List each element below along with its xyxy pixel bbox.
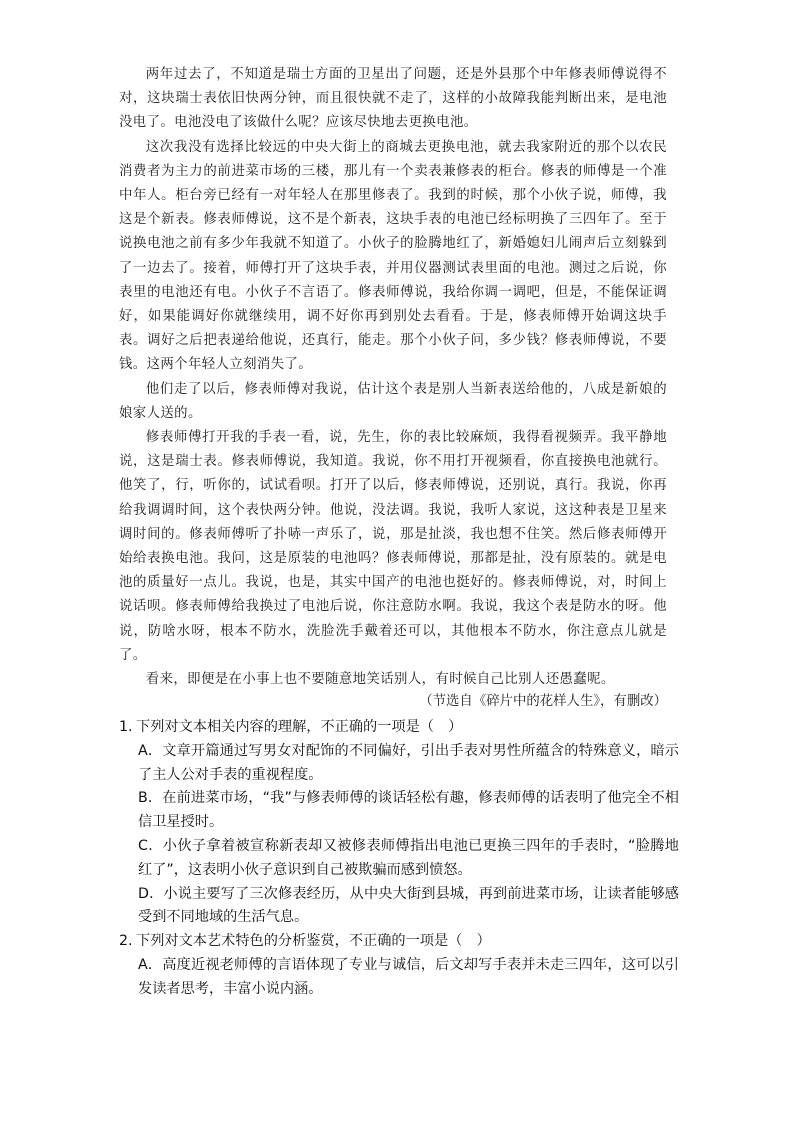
question-number: 2. (119, 933, 133, 950)
passage-paragraph-5: 看来，即便是在小事上也不要随意地笑话别人，有时候自己比别人还愚蠢呢。 (145, 672, 615, 688)
passage-source: （节选自《碎片中的花样人生》，有删改） (419, 694, 667, 709)
question-1-stem (119, 716, 679, 740)
option-c: C．小伙子拿着被宣称新表却又被修表师傅指出电池已更换三四年的手表时，“脸腾地红了”，这表明小伙子意识到自己被欺骗而感到愤怒。 (138, 837, 679, 878)
passage-paragraph-3: 他们走了以后，修表师傅对我说，估计这个表是别人当新表送给他的，八成是新娘的娘家人送的。 (119, 381, 667, 421)
question-number: 1. (119, 719, 133, 735)
question-2-stem (119, 930, 679, 954)
question-text: 下列对文本艺术特色的分析鉴赏，不正确的一项是（ ） (136, 933, 491, 950)
question-2 (119, 930, 679, 1001)
option-b: B．在前进菜市场，“我”与修表师傅的谈话轻松有趣，修表师傅的话表明了他完全不相信卫星授时。 (138, 790, 679, 831)
passage-paragraph-2: 这次我没有选择比较远的中央大街上的商城去更换电池，就去我家附近的那个以农民消费者为主力的前进菜市场的三楼，那儿有一个卖表兼修表的柜台。修表的师傅是一个准中年人。柜台旁已经有一对年轻人在那里修表了。我到的时候，那个小伙子说，师傅，我这是个新表。修表师傅说，这不是个新表，这块手表的电池已经标明换了三四年了。至于说换电池之前有多少年我就不知道了。小伙子的脸腾地红了，新婚媳妇儿闹声后立刻躲到了一边去了。接着，师傅打开了这块手表，并用仪器测试表里面的电池。测过之后说，你表里的电池还有电。小伙子不言语了。修表师傅说，我给你调一调吧，但是，不能保证调好，如果能调好你就继续用，调不好你再到别处去看看。于是，修表师傅开始调这块手表。调好之后把表递给他说，还真行，能走。那个小伙子问，多少钱？修表师傅说，不要钱。这两个年轻人立刻消失了。 (119, 139, 667, 373)
option-a: A．文章开篇通过写男女对配饰的不同偏好，引出手表对男性所蕴含的特殊意义，暗示了主人公对手表的重视程度。 (138, 742, 679, 783)
question-list (119, 716, 679, 1002)
question-text: 下列对文本相关内容的理解，不正确的一项是（ ） (136, 719, 463, 735)
passage-paragraph-4: 修表师傅打开我的手表一看，说，先生，你的表比较麻烦，我得看视频弄。我平静地说，这是瑞士表。修表师傅说，我知道。我说，你不用打开视频看，你直接换电池就行。他笑了，行，听你的，试试看呗。打开了以后，修表师傅说，还别说，真行。我说，你再给我调调时间，这个表快两分钟。他说，没法调。我说，我听人家说，这这种表是卫星来调时间的。修表师傅听了扑哧一声乐了，说，那是扯淡，我也想不住笑。然后修表师傅开始给表换电池。我问，这是原装的电池吗？修表师傅说，那都是扯，没有原装的。就是电池的质量好一点儿。我说，也是，其实中国产的电池也挺好的。修表师傅说，对，时间上说话呗。修表师傅给我换过了电池后说，你注意防水啊。我说，我这个表是防水的呀。他说，防啥水呀，根本不防水，洗脸洗手戴着还可以，其他根本不防水，你注意点儿就是了。 (119, 430, 667, 663)
question-1 (119, 716, 679, 930)
passage-paragraph-1: 两年过去了，不知道是瑞士方面的卫星出了问题，还是外县那个中年修表师傅说得不对，这块瑞士表依旧快两分钟，而且很快就不走了，这样的小故障我能判断出来，是电池没电了。电池没电了该做什么呢？应该尽快地去更换电池。 (119, 67, 667, 131)
reading-passage (119, 63, 667, 692)
option-d: D．小说主要写了三次修表经历，从中央大街到县城，再到前进菜市场，让读者能够感受到不同地域的生活气息。 (138, 885, 679, 926)
option-a: A．高度近视老师傅的言语体现了专业与诚信，后文却写手表并未走三四年，这可以引发读者思考，丰富小说内涵。 (138, 956, 679, 997)
